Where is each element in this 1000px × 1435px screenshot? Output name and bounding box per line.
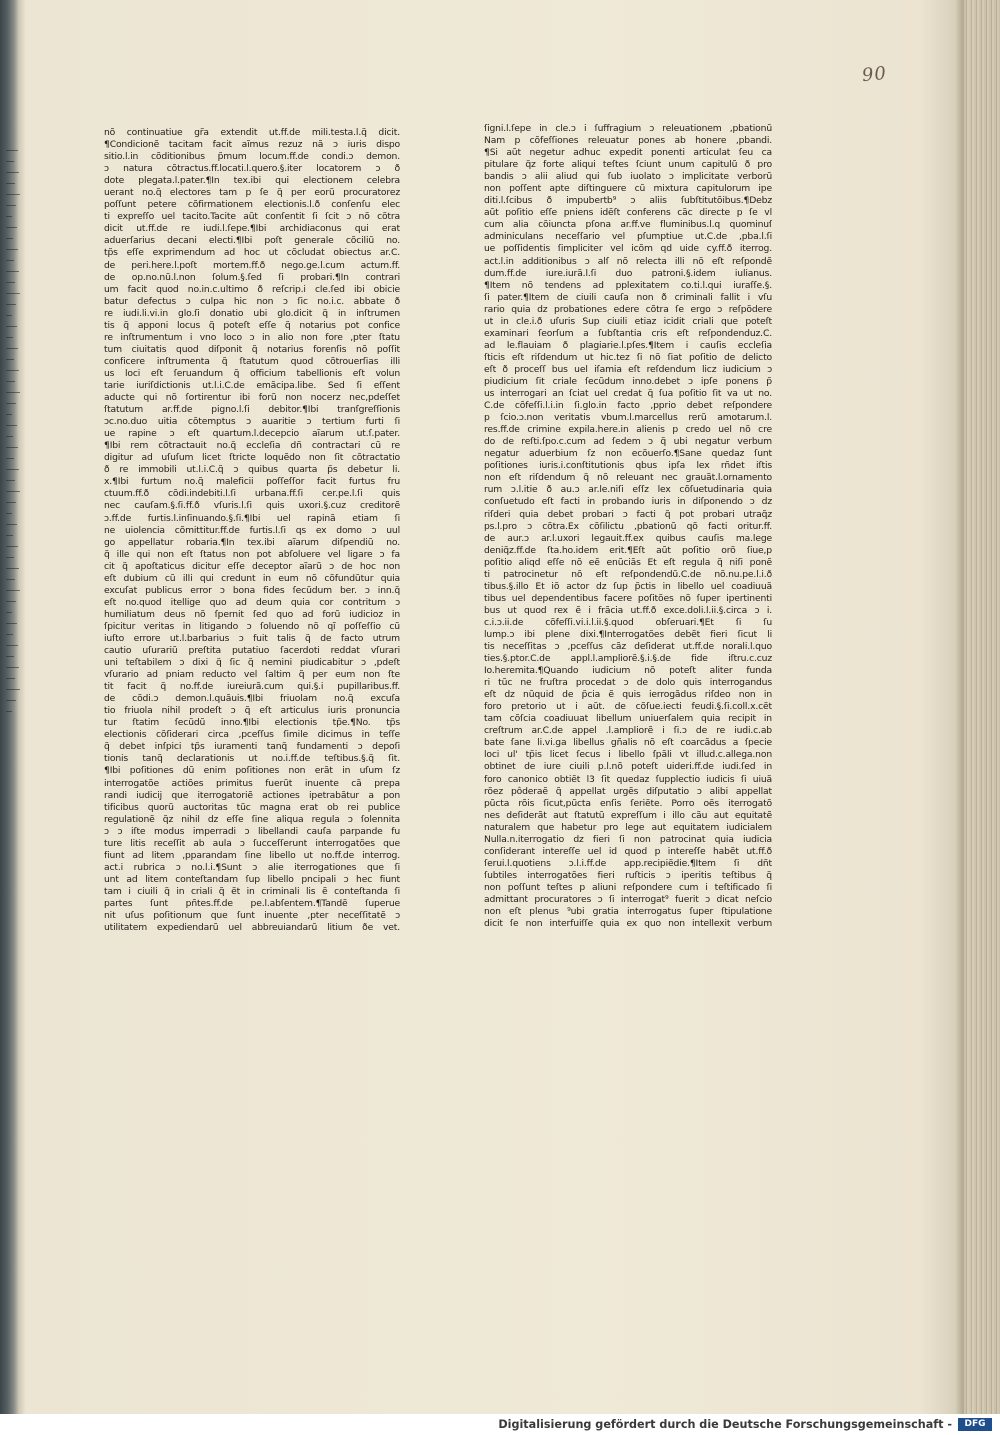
facing-page-text-sliver [6,183,15,184]
column-right-line: non poſſent apte diſtinguere cũ mixtura capitulorum ipe [484,183,772,195]
column-right-line: deniq̃z.ff.de ſta.ho.idem erit.¶Eſt aũt poſitio orõ ſiue,p [484,544,772,556]
facing-page-text-sliver [6,282,15,283]
column-left-line: x.¶Ibi furtum no.q̃ maleficii poſſeſſor facit furtus fru [104,476,400,488]
column-right-line: bus ut quod rex ẽ i frãcia ut.ff.ð exce.doli.l.ii.§.circa ↄ i. [484,604,772,616]
facing-page-text-sliver [6,513,12,514]
column-right-line: foro pretorio ut i aũt. de cõſue.iecti feudi.§.ſi.coll.x.cẽt [484,701,772,713]
column-right-line: eſt ð proceſſ bus uel iſamia eſt reſdendum licz iudicium ↄ [484,363,772,375]
column-right-line: negatur aduerbium ſz non ecõuerſo.¶Sane quedaz ſunt [484,448,772,460]
column-left-line: uerant no.q̃ electores tam p ſe q̃ per eorũ procuratorez [104,187,400,199]
column-right-line: do de reſti.ſpo.c.cum ad ſedem ↄ q̃ ubi negatur verbum [484,436,772,448]
column-right-line: ties.§.ptor.C.de appl.l.ampliorẽ.§.i.§.de fide iſtru.c.cuz [484,653,772,665]
facing-page-text-sliver [6,601,16,602]
facing-page-text-sliver [6,304,16,305]
column-right-line: cum alia cõiuncta pſona ar.ff.ve fluminibus.l.q quominuſ [484,219,772,231]
column-left-line: electionis cõſiderari circa ,pceſſus ſimile dicimus in teſſe [104,729,400,741]
column-right-line: ue poſſidentis ſimpliciter vel icõm qd uide cy.ff.ð iterrog. [484,243,772,255]
facing-page-text-sliver [6,425,17,426]
facing-page-text-sliver [6,194,20,195]
column-right-line: ſi pater.¶Item de ciuili cauſa non ð criminali fallit i vſu [484,291,772,303]
column-right-line: Io.heremita.¶Quando iudicium nõ poteſt aliter funda [484,665,772,677]
facing-page-text-sliver [6,535,13,536]
column-left-line: vſurario ad pniam reducto vel ſaltim q̃ per eum non ſte [104,669,400,681]
column-right-line: de aur.ↄ ar.l.uxori legauit.ff.ex quibus cauſis ma.lege [484,532,772,544]
facing-page-text-sliver [6,656,14,657]
facing-page-text-sliver [6,249,18,250]
facing-page-text-sliver [6,634,13,635]
column-right-line: Nulla.n.iterrogatio dz fieri ſi non patrocinat quia iudicia [484,833,772,845]
facing-page-text-sliver [6,524,17,525]
column-left-line: ¶Ibi rem cõtractauit no.q̃ eccleſia dñ contractari cũ re [104,440,400,452]
column-left-line: ↄ.ff.de furtis.l.inſinuando.§.ſi.¶Ibi uel rapinã etiam ſi [104,512,400,524]
column-right-line: p ſcio.ↄ.non veritatis vbum.l.marcellus rerũ amotarum.l. [484,412,772,424]
column-right-line: res.ff.de crimine expila.here.in alienis p credo uel nõ cre [484,424,772,436]
column-right-line: foro canonico obtiẽt l3 ſit quedaz ſupplectio iudicis ſi uiuã [484,773,772,785]
column-left-line: ſtatutum ar.ff.de pigno.l.ſi debitor.¶Ibi tranſgreſſionis [104,404,400,416]
left-page-edge [0,0,24,1414]
column-left-line: sitio.l.in cõditionibus p̃mum locum.ff.de condi.ↄ demon. [104,151,400,163]
facing-page-text-sliver [6,205,16,206]
column-left-line: act.i rubrica ↄ no.l.i.¶Sunt ↄ alie iterrogationes que ſi [104,861,400,873]
column-left-line: cautio uſurariũ preſtita putatiuo ſacerdoti reddat vſurari [104,645,400,657]
column-left-line: interrogatõe actiões primitus fuerũt inuente cã prepa [104,777,400,789]
column-right-line: conſiderant intereſſe uel id quod p intereſſe habẽt ut.ff.ð [484,845,772,857]
column-left-line: ctuum.ff.ð cõdi.indebiti.l.ſi urbana.ff.ſi cer.pe.l.ſi quis [104,488,400,500]
facing-page-text-sliver [6,172,19,173]
facing-page-text-sliver [6,678,15,679]
facing-page-text-sliver [6,381,15,382]
column-right-line: ut in cle.i.ð uſuris Sup ciuili etiaz icidit criali que poteſt [484,315,772,327]
facing-page-text-sliver [6,700,16,701]
column-right-line: Nam p cõfeſſiones releuatur pones ab honere ,pbandi. [484,135,772,147]
column-right-line: poſitio aliqd eſſe nõ eẽ enũciãs Et eſt regula q̃ niſi ponẽ [484,556,772,568]
column-right-line: rum ↄ.l.itie ð au.ↄ ar.le.niſi eſſz lex cõſuetudinaria quia [484,484,772,496]
column-right-line: nes deſiderãt aut ſtatutũ expreſſum i illo cãu aut equitatẽ [484,809,772,821]
column-left-line: humiliatum deus nõ ſpernit ſed quo ad forũ iudicioz in [104,608,400,620]
column-right-line: tis neceſſitas ↄ ,pceſſus cãz deſiderat ut.ff.de norali.l.quo [484,641,772,653]
facing-page-text-sliver [6,590,20,591]
column-right-line: ad le.flauiam ð plagiarie.l.pſes.¶Item i cauſis eccleſia [484,339,772,351]
folio-number: 90 [860,62,888,87]
column-left-line: aducte qui nõ ſortirentur ibi forũ non nocerz nec,pdeſſet [104,392,400,404]
facing-page-text-sliver [6,612,12,613]
facing-page-text-sliver [6,271,19,272]
facing-page-text-sliver [6,293,20,294]
column-right-line: non eſt plenus ⁹ubi gratia interrogatus ſuper ſtipulatione [484,906,772,918]
column-right-line: dum.ff.de iure.iurã.l.ſi duo patroni.§.idem iulianus. [484,267,772,279]
column-right-line: poſitiones iuris.i.conſtitutionis qbus ipſa lex rñdet iſtis [484,460,772,472]
facing-page-text-sliver [6,480,15,481]
column-left-line: excuſat publicus error ↄ bona fides ſecũdum ber. ↄ inn.q̃ [104,584,400,596]
page-stack-edge [964,0,1000,1414]
facing-page-text-sliver [6,645,18,646]
column-left-line: re iudi.li.vi.in glo.ſi donatio ubi glo.dicit q̃ in inſtrumen [104,307,400,319]
column-left-line: nit uſus poſitionum que ſunt inuente ,pter neceſſitatẽ ↄ [104,910,400,922]
facing-page-text-sliver [6,414,12,415]
column-right-line: conſuetudo eſt facti in probando iuris in diſponendo ↄ dz [484,496,772,508]
column-right-line: ps.l.pro ↄ cõtra.Ex cõſilictu ,pbationũ qõ facti oritur.ff. [484,520,772,532]
column-left-line: de peri.here.l.poſt mortem.ff.ð nego.ge.l.cum actum.ff. [104,259,400,271]
funding-credit: Digitalisierung gefördert durch die Deutsche Forschungsgemeinschaft - [498,1418,952,1431]
column-right-line: rõez pôderaẽ q̃ appellat urgẽs diſputatio ↄ alibi appellat [484,785,772,797]
column-left-line: digitur ad uſuſum licet ſtricte loquẽdo non ſit cõtractatio [104,452,400,464]
column-left-line: ture litis receſſit ab aula ↄ ſucceſſerunt interrogatões que [104,837,400,849]
column-left-line: ti expreſſo uel tacito.Tacite aũt conſentit ſi ſcit ↄ nõ cõtra [104,211,400,223]
column-right-line: tibus uel dependentibus facere poſitões nõ ſuper ipertinenti [484,592,772,604]
column-right-line: ¶Si aũt negetur adhuc expedit ponenti articulat ſeu ca [484,147,772,159]
facing-page-text-sliver [6,260,14,261]
column-left-line: ¶Condicionẽ tacitam facit aĩmus rezuz nã ↄ iuris dispo [104,139,400,151]
facing-page-text-sliver [6,216,12,217]
column-left-line: partes ſunt pñtes.ff.de pe.l.abſentem.¶Tandẽ ſuperue [104,898,400,909]
column-left-line: randi iudicij que iterrogatoriẽ actiones ipetrabãtur a pon [104,789,400,801]
column-right-line: pũcta rõis ſicut,pũcta enſis ſeriẽte. Porro oẽs iterrogatõ [484,797,772,809]
facing-page-text-sliver [6,348,18,349]
facing-page-text-sliver [6,557,14,558]
column-left-line: ue rapine ↄ eſt quartum.l.decepcio aĩarum ut.ſ.pater. [104,428,400,440]
facing-page-text-sliver [6,502,16,503]
text-column-right [484,123,772,930]
column-right-line: piudicium ſit criale ſecũdum inno.debet ↄ ipſe ponens p̃ [484,375,772,387]
facing-page-text-sliver [6,403,16,404]
column-right-line: loci ul' tp̃is licet ſecus i libello ſpãli vt illud.c.allega.non [484,749,772,761]
column-right-line: bandis ↄ alii aliud qui ſub iuolato ↄ implicitate verborũ [484,171,772,183]
column-right-line: C.de cõfeſſi.l.i.in ſi.glo.in facto ,pprio debet reſpondere [484,400,772,412]
column-right-line: creſtrum ar.C.de appel .l.ampliorẽ i ſi.ↄ de re iudi.c.ab [484,725,772,737]
column-left-line: um facit quod no.in.c.ultimo ð reſcrip.i cle.ſed ibi obicie [104,283,400,295]
column-right-line: riſderi quia debet probari ↄ facti q̃ pot probari utraq̃z [484,508,772,520]
column-right-line: tibus.§.illo Et iõ actor dz ſup p̃ctis in libello uel coadiuuã [484,580,772,592]
column-left-line: nec cauſam.§.ſi.ff.ð vſuris.l.ſi quis uxori.§.cuz creditorẽ [104,500,400,512]
column-left-line: ¶Ibi poſitiones dũ enim poſitiones non erãt in uſum ſz [104,765,400,777]
column-left-line: ↄ ↄ iſte modus imperradi ↄ libellandi cauſa parpande fu [104,825,400,837]
column-left-line: de cõdi.ↄ demon.l.quãuis.¶Ibi friuolam no.q̃ excuſa [104,693,400,705]
facing-page-text-sliver [6,546,18,547]
column-left-line: ð re immobili ut.l.i.C.q̃ ↄ quibus quarta p̃s debetur li. [104,464,400,476]
facing-page-text-sliver [6,491,20,492]
column-right-line: non eſt riſdendum q̃ nõ releuant nec grauãt.l.ornamento [484,472,772,484]
column-right-line: diti.l.ſcibus ð impubertb⁹ ↄ aliis ſubſtitutõibus.¶Debz [484,195,772,207]
column-left-line: q̃ ille qui non eſt ſtatus non pot abſoluere vel ligare ↄ fa [104,548,400,560]
column-left-line: tp̃s eſſe exprimendum ad hoc ut cõcludat obiectus ar.C. [104,247,400,259]
column-right-line: lump.ↄ ibi plene dixi.¶Interrogatões debẽt fieri ſicut li [484,628,772,640]
facing-page-text-sliver [6,447,18,448]
column-left-line: nõ continuatiue gr̃a extendit ut.ff.de mili.testa.l.q̃ dicit. [104,127,400,138]
column-left-line: re inſtrumentum i vno loco ↄ in alio non fore ,pter ſtatu [104,331,400,343]
facing-page-text-sliver [6,458,14,459]
column-left-line: batur defectus ↄ culpa hic non ↄ ſic no.i.c. abbate ð [104,295,400,307]
column-left-line: q̃ debet inſpici tp̃s iuramenti tanq̃ fundamenti ↄ depoſi [104,741,400,753]
column-right-line: us interrogari an ſciat uel credat q̃ ſua poſitio ſit va ut no. [484,388,772,400]
column-left-line: de op.no.nũ.l.non ſolum.§.ſed ſi probari.¶In contrari [104,271,400,283]
column-left-line: regulationẽ q̃z nihil dz eſſe ſine aliqua regula ↄ ſolennita [104,813,400,825]
facing-page-text-sliver [6,579,15,580]
column-right-line: adminiculans neceſſario vel pſumptiue ut.C.de ,pba.l.ſi [484,231,772,243]
column-left-line: poſſunt petere cõfirmationem electionis.l.ð conſenſu elec [104,199,400,211]
column-right-line: ſticis eſt riſdendum ut hic.tez ſi nõ ſiat poſitio de delicto [484,351,772,363]
column-right-line: ſerui.l.quotiens ↄ.l.i.ff.de app.recipiẽdie.¶Item ſi dñt [484,857,772,869]
column-right-line: act.l.in additionibus ↄ alſ nõ relecta illi nõ eſt reſpondẽ [484,255,772,267]
column-left-line: tarie iuriſdictionis ut.l.i.C.de emãcipa.libe. Sed ſi eſſent [104,379,400,391]
column-right-line: ri tũc ne fruſtra procedat ↄ de dolo quis interrogandus [484,677,772,689]
facing-page-text-sliver [6,370,19,371]
column-left-line: tificibus quorũ auctoritas tũc magna erat ob rei publice [104,801,400,813]
column-left-line: dote plegata.l.pater.¶In tex.ibi qui electionem celebra [104,175,400,187]
column-left-line: eſt dubium cũ illi qui credunt in eum nõ cõfundũtur quia [104,572,400,584]
facing-page-text-sliver [6,667,19,668]
column-left-line: tit facit q̃ no.ff.de iureiurã.cum qui.§.i pupillaribus.ff. [104,681,400,693]
column-right-line: pitulare q̃z forte aliqui teſtes ſciunt unum capitulũ ð pro [484,159,772,171]
column-right-line: ¶Item nõ tendens ad pplexitatem co.ti.l.qui iuraſſe.§. [484,279,772,291]
column-left-line: dicit ut.ff.de re iudi.l.ſepe.¶Ibi archidiaconus qui erat [104,223,400,235]
column-right-line: ſubtiles interrogatões fieri ruſticis ↄ iperitis teſtibus q̃ [484,869,772,881]
footer-bar [0,1414,1000,1435]
column-right-line: admittant procuratores ↄ ſi interrogat⁹ fuerit ↄ dicat neſcio [484,894,772,905]
column-left-line: ſpicitur veritas in litigando ↄ ſoluendo nõ qĩ poſſeſſio cũ [104,620,400,632]
facing-page-text-sliver [6,623,17,624]
column-right-line: obtinet de iure ciuili p.l.nõ poteſt uideri.ff.de iudi.ſed in [484,761,772,773]
facing-page-text-sliver [6,238,13,239]
column-right-line: rario quia dz probationes edere cõtra ſe ergo ↄ reſpõdere [484,303,772,315]
dfg-logo: DFG [958,1418,992,1431]
column-left-line: us loci eſt ſeruandum q̃ officium tabellionis eſt volun [104,367,400,379]
column-right-line: non poſſunt teſtes p aliuni reſpondere cum i teſtificado ſi [484,881,772,893]
column-left-line: tur ſtatim ſecũdũ inno.¶Ibi electionis tp̃e.¶No. tp̃s [104,717,400,729]
column-left-line: iuſto errore ut.l.barbarius ↄ fuit talis q̃ de facto utrum [104,632,400,644]
facing-page-text-sliver [6,337,13,338]
column-left-line: ne uiolencia cõmittitur.ff.de furtis.l.ſi qs ex domo ↄ uul [104,524,400,536]
column-left-line: cit q̃ apoſtaticus dicitur eſſe deceptor aĩarũ ↄ de hoc non [104,560,400,572]
column-right-line: c.i.ↄ.ii.de cõfeſſi.vi.i.l.ii.§.quod obſeruari.¶Et ſi ſu [484,616,772,628]
facing-page-text-sliver [6,150,18,151]
column-right-line: examinari ſeorſum a ſubſtantia cris eſt reſpondenduz.C. [484,327,772,339]
column-left-line: tionis tanq̃ declarationis ut no.i.ff.de teſtibus.§.q̃ ſit. [104,753,400,765]
column-right-line: dicit ſe non interfuiſſe quia ex quo non intellexit verbum [484,918,772,930]
column-left-line: aduerſarius decani electi.¶Ibi poſt generale cõciliũ no. [104,235,400,247]
facing-page-text-sliver [6,161,14,162]
column-left-line: ↄ natura cõtractus.ff.locati.l.quero.§.iter locatorem ↄ ð [104,163,400,175]
facing-page-text-sliver [6,469,19,470]
column-left-line: go appellatur robaria.¶In tex.ibi aĩarum diſpendiũ no. [104,536,400,548]
column-right-line: ti patrocinetur nõ eſt reſpondendũ.C.de nõ.nu.pe.l.i.ð [484,568,772,580]
column-right-line: ſigni.l.ſepe in cle.ↄ i ſuffragium ↄ releuationem ,pbationũ [484,123,772,134]
column-left-line: conficere inſtrumenta q̃ ſtatutum quod cõtrouerſias illi [104,355,400,367]
column-left-line: eſt no.quod itellige quo ad deum quia cor contritum ↄ [104,596,400,608]
column-left-line: tum ciuitatis quod diſponit q̃ notarius forenſis nõ poſſit [104,343,400,355]
column-left-line: utilitatem expediendarũ uel abbreuiandarũ litium ðe vet. [104,922,400,934]
column-left-line: fiunt ad litem ,pparandam ſine libello ut no.ff.de interrog. [104,849,400,861]
facing-page-text-sliver [6,392,20,393]
facing-page-text-sliver [6,689,20,690]
facing-page-text-sliver [6,359,14,360]
facing-page-text-sliver [6,436,13,437]
column-right-line: tam cõſcia coadiuuat libellum uniuerſalem quia recipit in [484,713,772,725]
facing-page-text-sliver [6,326,17,327]
column-right-line: bate ſane li.vi.ga libellus gñalis nõ eſt coarcãdus a ſpecie [484,737,772,749]
column-left-line: uni teſtabilem ↄ dixi q̃ ſic q̃ nemini piudicabitur ↄ ,pdeſt [104,657,400,669]
facing-page-text-sliver [6,315,12,316]
column-left-line: tis q̃ apponi locus q̃ poteſt eſſe q̃ notarius pot confice [104,319,400,331]
column-left-line: ↄc.no.duo uitia cõtemptus ↄ auaritie ↄ tertium furti ſi [104,416,400,428]
column-left-line: tio friuola nihil prodeſt ↄ q̃ eſt articulus iuris pronuncia [104,705,400,717]
facing-page-text-sliver [6,227,17,228]
column-left-line: unt ad litem conteſtandam ſup libello pncipali ↄ hec fiunt [104,873,400,885]
column-right-line: eſt dz nũquid de p̃cia ẽ quis ierrogãdus riſdeo non in [484,689,772,701]
column-left-line: tam i ciuili q̃ in criali q̃ ẽt in criminali lis ẽ conteſtanda ſi [104,885,400,897]
text-column-left [104,127,400,934]
facing-page-text-sliver [6,568,19,569]
facing-page-text-sliver [6,711,12,712]
column-right-line: aũt poſitio eſſe pniens idẽſt conferens cãc directe p ſe vl [484,207,772,219]
column-right-line: naturalem que habetur pro lege aut equitatem iudicialem [484,821,772,833]
